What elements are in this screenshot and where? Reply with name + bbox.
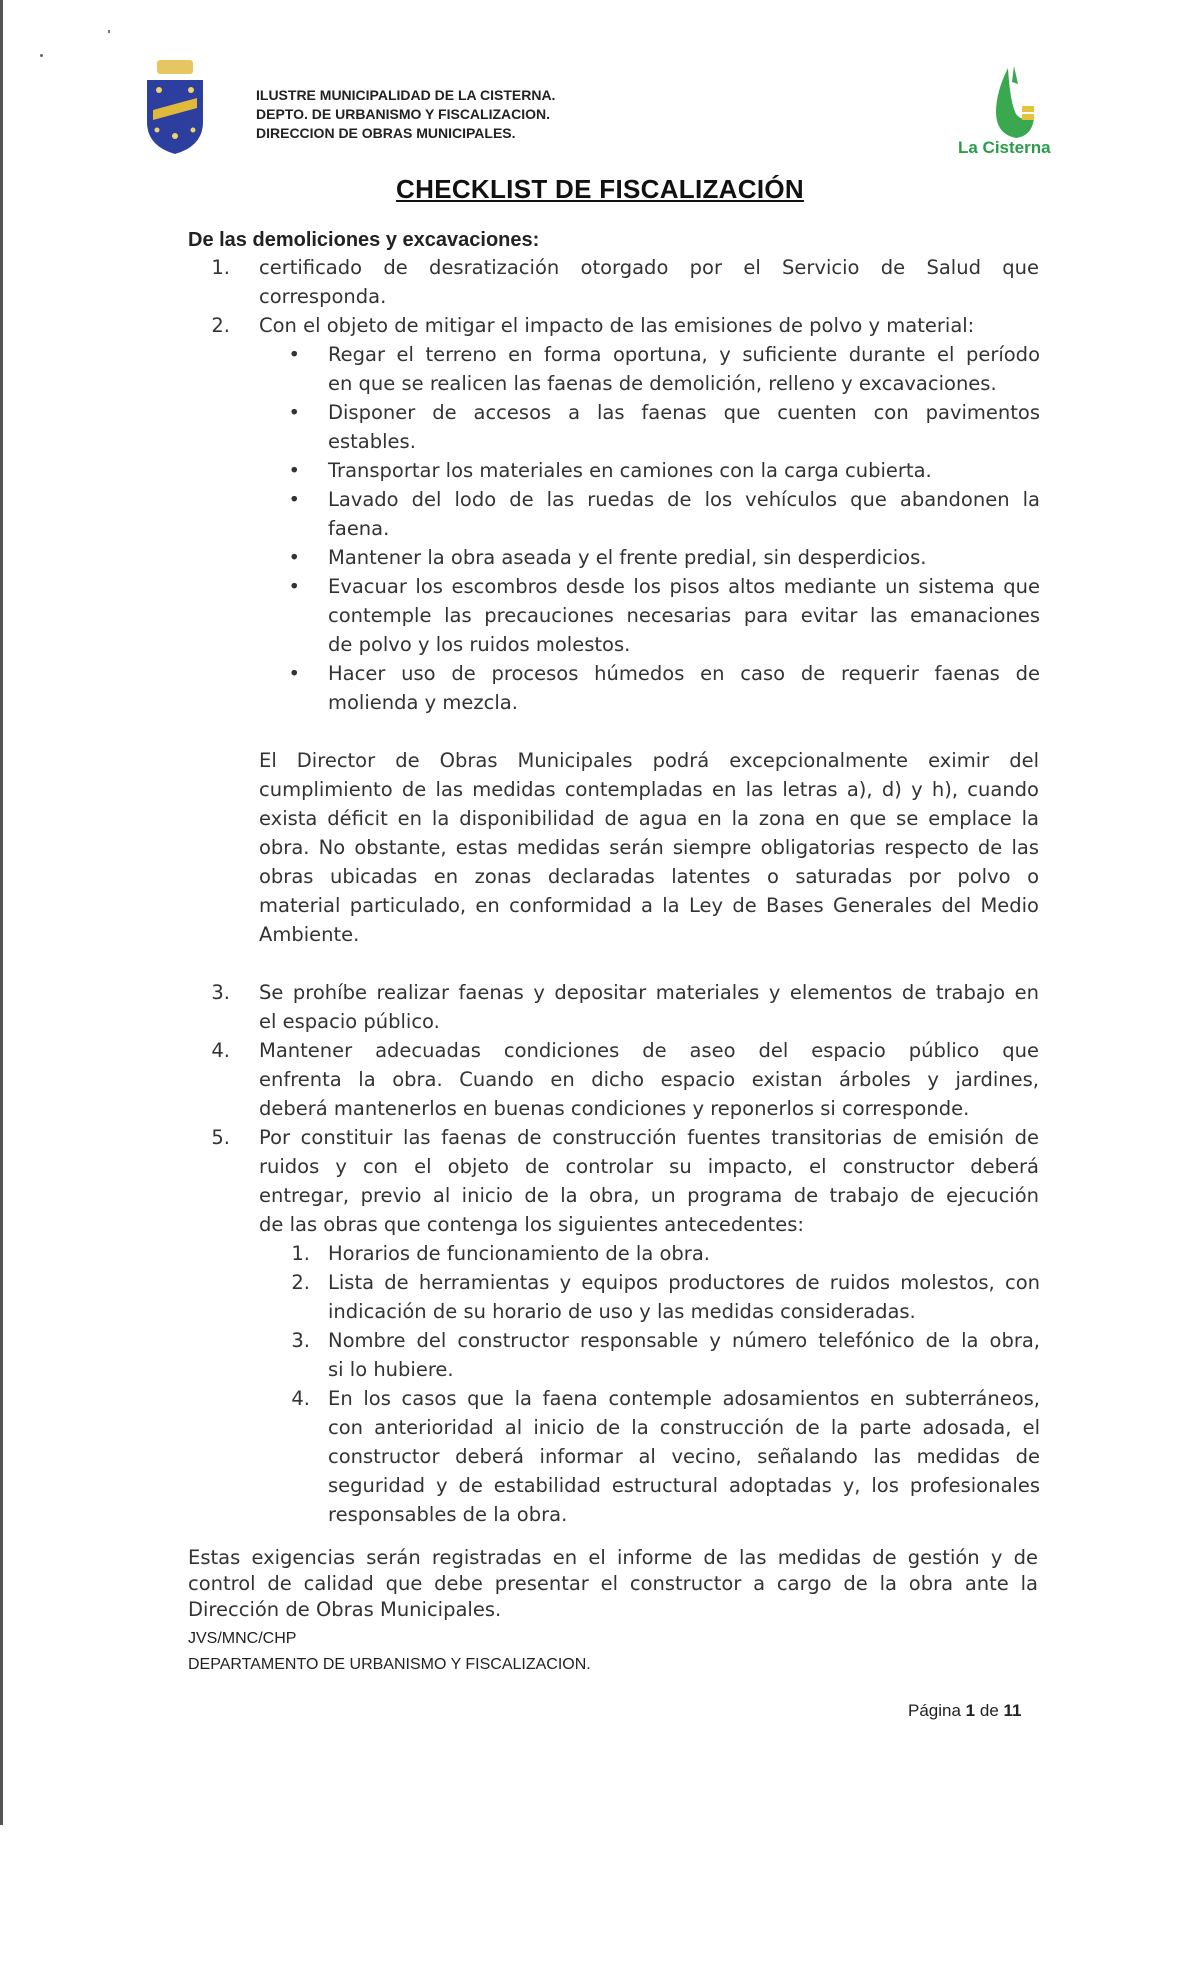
page-of: de [979, 1701, 999, 1720]
page-title: CHECKLIST DE FISCALIZACIÓN [396, 174, 804, 204]
bullet-icon: • [288, 459, 300, 482]
municipal-crest-icon [145, 60, 205, 156]
bullet-icon: • [288, 401, 300, 424]
header-line-3: DIRECCION DE OBRAS MUNICIPALES. [256, 125, 516, 141]
bullet-icon: • [288, 575, 300, 598]
sub-item-text-line: seguridad y de estabilidad estructural adoptadas y, los profesionales [328, 1474, 1040, 1497]
sub-item-number: 2. [291, 1271, 310, 1294]
item-text-line: el espacio público. [259, 1010, 440, 1033]
paragraph-line: Ambiente. [259, 923, 360, 946]
sub-item-text-line: Horarios de funcionamiento de la obra. [328, 1242, 710, 1265]
item-number: 2. [211, 314, 230, 337]
paragraph-line: material particulado, en conformidad a la Ley de Bases Generales del Medio [259, 894, 1039, 917]
item-text-line: entregar, previo al inicio de la obra, un programa de trabajo de ejecución [259, 1184, 1039, 1207]
sub-item-text-line: responsables de la obra. [328, 1503, 568, 1526]
scan-edge-line [0, 0, 3, 1825]
item-text-line: enfrenta la obra. Cuando en dicho espacio existan árboles y jardines, [259, 1068, 1039, 1091]
scan-speck [40, 54, 43, 57]
department-name: DEPARTAMENTO DE URBANISMO Y FISCALIZACION. [188, 1656, 591, 1673]
item-text-line: deberá mantenerlos en buenas condiciones y reponerlos si corresponde. [259, 1097, 970, 1120]
item-number: 1. [211, 256, 230, 279]
bullet-text-line: Regar el terreno en forma oportuna, y suficiente durante el período [328, 343, 1040, 366]
scan-speck [108, 30, 110, 33]
page-number [908, 1701, 1022, 1721]
item-text-line: certificado de desratización otorgado por el Servicio de Salud que [259, 256, 1039, 279]
paragraph-line: obras ubicadas en zonas declaradas latentes o saturadas por polvo o [259, 865, 1039, 888]
item-text-line: corresponda. [259, 285, 387, 308]
item-text-line: Por constituir las faenas de construcción fuentes transitorias de emisión de [259, 1126, 1039, 1149]
item-text-line: Con el objeto de mitigar el impacto de las emisiones de polvo y material: [259, 314, 975, 337]
paragraph-line: cumplimiento de las medidas contempladas en las letras a), d) y h), cuando [259, 778, 1039, 801]
closing-paragraph [188, 1545, 1038, 1623]
signature-block [188, 1626, 591, 1678]
paragraph-line: exista déficit en la disponibilidad de agua en la zona en que se emplace la [259, 807, 1039, 830]
bullet-text-line: Disponer de accesos a las faenas que cuenten con pavimentos [328, 401, 1040, 424]
bullet-text-line: faena. [328, 517, 390, 540]
sub-item-text-line: Lista de herramientas y equipos productores de ruidos molestos, con [328, 1271, 1040, 1294]
bullet-text-line: Lavado del lodo de las ruedas de los vehículos que abandonen la [328, 488, 1040, 511]
header-line-2: DEPTO. DE URBANISMO Y FISCALIZACION. [256, 106, 551, 122]
page-total: 11 [1003, 1701, 1022, 1720]
section-heading: De las demoliciones y excavaciones: [188, 229, 540, 251]
sub-item-text-line: con anterioridad al inicio de la construcción de la parte adosada, el [328, 1416, 1040, 1439]
sub-item-number: 1. [291, 1242, 310, 1265]
page-label: Página [908, 1701, 961, 1720]
bullet-text-line: Hacer uso de procesos húmedos en caso de requerir faenas de [328, 662, 1040, 685]
closing-line: Estas exigencias serán registradas en el informe de las medidas de gestión y de [188, 1546, 1038, 1569]
page-current: 1 [965, 1701, 976, 1720]
municipality-header [256, 86, 555, 143]
bullet-icon: • [288, 546, 300, 569]
item-text-line: de las obras que contenga los siguientes antecedentes: [259, 1213, 804, 1236]
item-number: 4. [211, 1039, 230, 1062]
bullet-text-line: Transportar los materiales en camiones con la carga cubierta. [328, 459, 932, 482]
bullet-icon: • [288, 343, 300, 366]
sub-item-number: 3. [291, 1329, 310, 1352]
bullet-text-line: molienda y mezcla. [328, 691, 518, 714]
sub-item-text-line: si lo hubiere. [328, 1358, 454, 1381]
closing-line: Dirección de Obras Municipales. [188, 1598, 502, 1621]
sub-item-text-line: En los casos que la faena contemple adosamientos en subterráneos, [328, 1387, 1040, 1410]
logo-wordmark: La Cisterna [958, 138, 1051, 157]
bullet-text-line: contemple las precauciones necesarias para evitar las emanaciones [328, 604, 1040, 627]
paragraph-line: El Director de Obras Municipales podrá excepcionalmente eximir del [259, 749, 1039, 772]
item-text-line: Se prohíbe realizar faenas y depositar materiales y elementos de trabajo en [259, 981, 1039, 1004]
closing-line: control de calidad que debe presentar el constructor a cargo de la obra ante la [188, 1572, 1038, 1595]
item-number: 5. [211, 1126, 230, 1149]
item-text-line: Mantener adecuadas condiciones de aseo del espacio público que [259, 1039, 1039, 1062]
bullet-text-line: Evacuar los escombros desde los pisos altos mediante un sistema que [328, 575, 1040, 598]
bullet-text-line: en que se realicen las faenas de demolición, relleno y excavaciones. [328, 372, 997, 395]
bullet-text-line: de polvo y los ruidos molestos. [328, 633, 631, 656]
header-line-1: ILUSTRE MUNICIPALIDAD DE LA CISTERNA. [256, 87, 556, 103]
sub-item-text-line: constructor deberá informar al vecino, señalando las medidas de [328, 1445, 1040, 1468]
item-text-line: ruidos y con el objeto de controlar su impacto, el constructor deberá [259, 1155, 1039, 1178]
sub-item-number: 4. [291, 1387, 310, 1410]
sub-item-text-line: indicación de su horario de uso y las medidas consideradas. [328, 1300, 916, 1323]
initials: JVS/MNC/CHP [188, 1630, 297, 1647]
bullet-icon: • [288, 662, 300, 685]
paragraph-line: obra. No obstante, estas medidas serán siempre obligatorias respecto de las [259, 836, 1039, 859]
sub-item-text-line: Nombre del constructor responsable y número telefónico de la obra, [328, 1329, 1040, 1352]
bullet-text-line: Mantener la obra aseada y el frente predial, sin desperdicios. [328, 546, 927, 569]
bullet-text-line: estables. [328, 430, 416, 453]
item-number: 3. [211, 981, 230, 1004]
bullet-icon: • [288, 488, 300, 511]
exemption-paragraph [259, 746, 1039, 949]
